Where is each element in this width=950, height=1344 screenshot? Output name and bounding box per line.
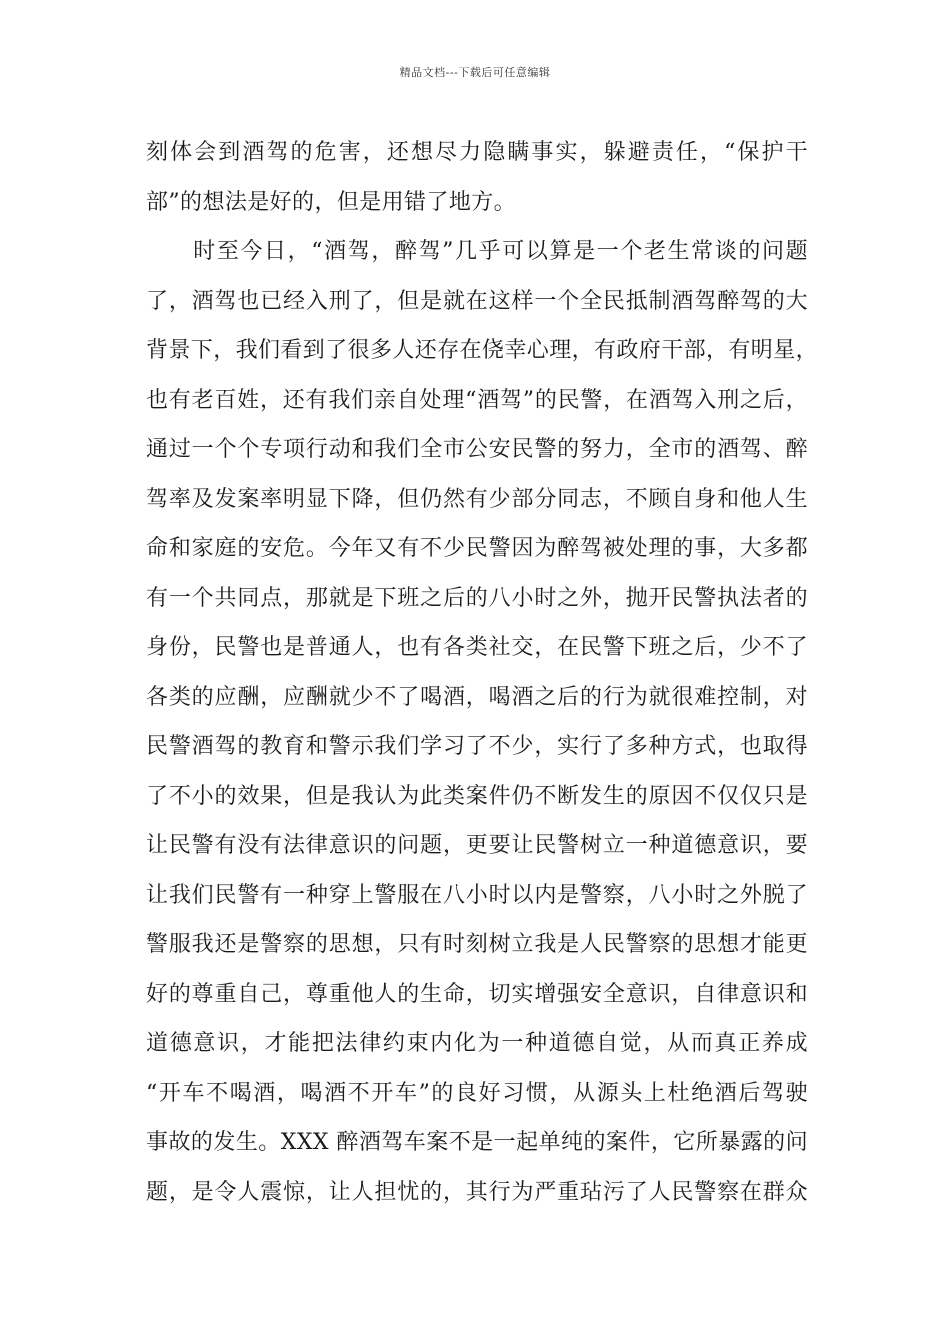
text-line: 警服我还是警察的思想，只有时刻树立我是人民警察的思想才能更 bbox=[146, 932, 808, 957]
text-line: 背景下，我们看到了很多人还存在侥幸心理，有政府干部，有明星， bbox=[146, 338, 819, 363]
text-line: 了，酒驾也已经入刑了，但是就在这样一个全民抵制酒驾醉驾的大 bbox=[146, 288, 808, 314]
text-line: 有一个共同点，那就是下班之后的八小时之外，抛开民警执法者的 bbox=[146, 585, 808, 611]
text-line: 通过一个个专项行动和我们全市公安民警的努力，全市的酒驾、醉 bbox=[146, 437, 808, 462]
text-line: 刻体会到酒驾的危害，还想尽力隐瞒事实，躲避责任，“保护干 bbox=[146, 140, 808, 165]
text-line: 好的尊重自己，尊重他人的生命，切实增强安全意识，自律意识和 bbox=[146, 981, 808, 1007]
text-line: 部”的想法是好的，但是用错了地方。 bbox=[146, 189, 517, 215]
text-line: 了不小的效果，但是我认为此类案件仍不断发生的原因不仅仅只是 bbox=[146, 783, 808, 809]
text-line: “开车不喝酒，喝酒不开车”的良好习惯，从源头上杜绝酒后驾驶 bbox=[146, 1080, 808, 1106]
document-body bbox=[146, 128, 819, 1217]
text-line: 事故的发生。XXX 醉酒驾车案不是一起单纯的案件，它所暴露的问 bbox=[146, 1130, 808, 1155]
text-line: 道德意识，才能把法律约束内化为一种道德自觉，从而真正养成 bbox=[146, 1031, 808, 1056]
text-line: 命和家庭的安危。今年又有不少民警因为醉驾被处理的事，大多都 bbox=[146, 536, 808, 561]
text-line: 也有老百姓，还有我们亲自处理“酒驾”的民警，在酒驾入刑之后， bbox=[146, 387, 808, 413]
text-line: 驾率及发案率明显下降，但仍然有少部分同志，不顾自身和他人生 bbox=[146, 486, 808, 512]
paragraph bbox=[146, 128, 808, 227]
text-line: 民警酒驾的教育和警示我们学习了不少，实行了多种方式，也取得 bbox=[146, 734, 808, 759]
text-line: 题，是令人震惊，让人担忧的，其行为严重玷污了人民警察在群众 bbox=[146, 1179, 808, 1205]
text-line: 时至今日，“酒驾，醉驾”几乎可以算是一个老生常谈的问题 bbox=[146, 239, 808, 264]
paragraph bbox=[146, 227, 819, 1217]
text-line: 让我们民警有一种穿上警服在八小时以内是警察，八小时之外脱了 bbox=[146, 882, 808, 908]
text-line: 身份，民警也是普通人，也有各类社交，在民警下班之后，少不了 bbox=[146, 635, 808, 660]
text-line: 让民警有没有法律意识的问题，更要让民警树立一种道德意识，要 bbox=[146, 833, 808, 858]
text-line: 各类的应酬，应酬就少不了喝酒，喝酒之后的行为就很难控制，对 bbox=[146, 684, 808, 710]
page-header: 精品文档---下载后可任意编辑 bbox=[399, 66, 551, 79]
